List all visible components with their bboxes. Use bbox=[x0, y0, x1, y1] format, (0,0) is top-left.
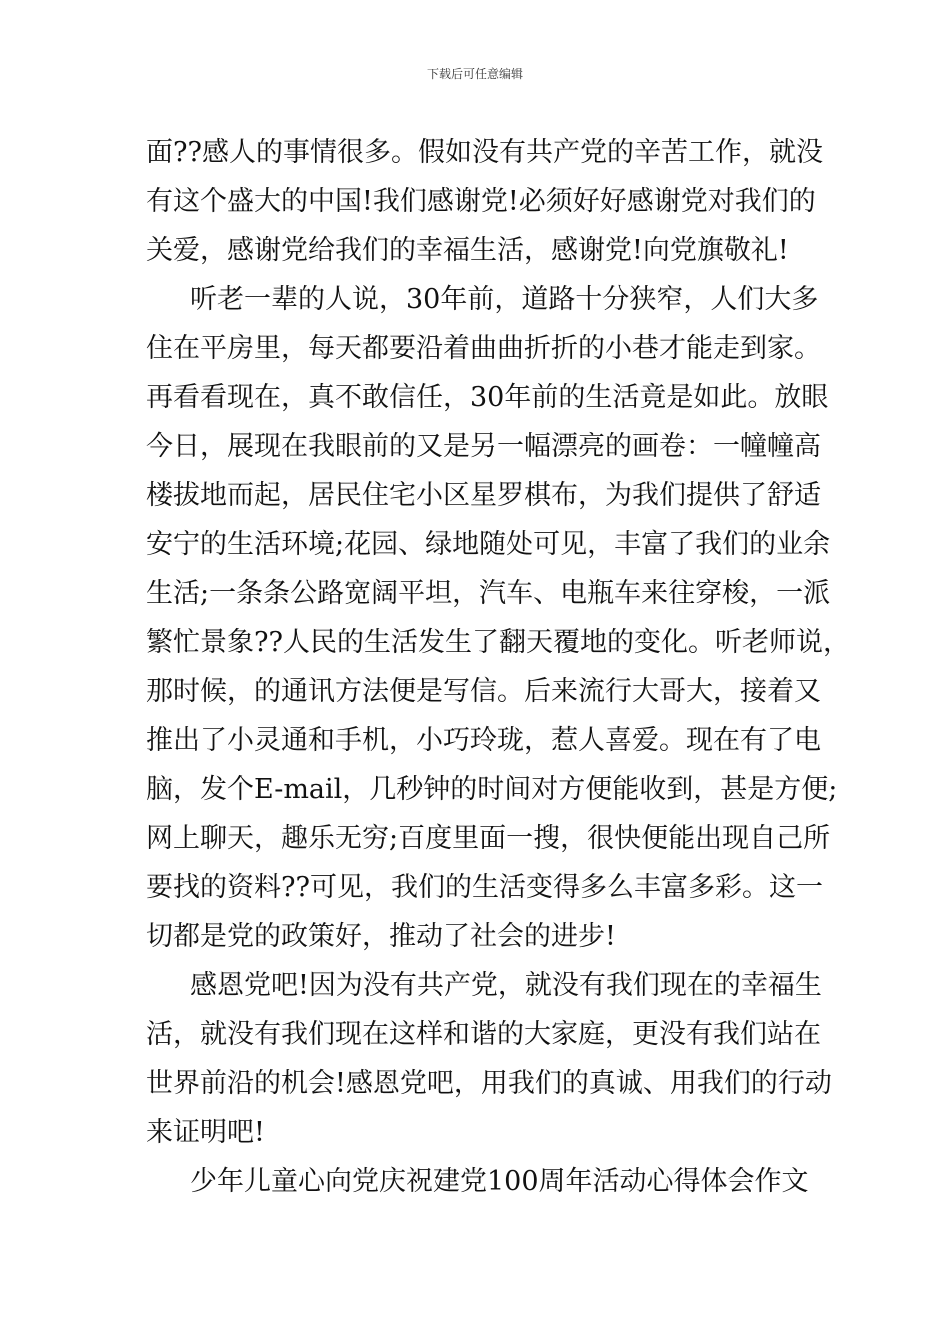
text-line: 有这个盛大的中国!我们感谢党!必须好好感谢党对我们的 bbox=[146, 186, 816, 217]
text-line: 网上聊天，趣乐无穷;百度里面一搜，很快便能出现自己所 bbox=[146, 823, 831, 854]
text-line: 那时候，的通讯方法便是写信。后来流行大哥大，接着又 bbox=[146, 676, 821, 707]
text-line: 安宁的生活环境;花园、绿地随处可见，丰富了我们的业余 bbox=[146, 529, 831, 560]
paragraph-start-line: 听老一辈的人说，30年前，道路十分狭窄，人们大多 bbox=[190, 284, 819, 315]
text-line: 面??感人的事情很多。假如没有共产党的辛苦工作，就没 bbox=[146, 137, 823, 168]
text-line: 要找的资料??可见，我们的生活变得多么丰富多彩。这一 bbox=[146, 872, 823, 903]
text-line: 再看看现在，真不敢信任，30年前的生活竟是如此。放眼 bbox=[146, 382, 829, 413]
text-line: 推出了小灵通和手机，小巧玲珑，惹人喜爱。现在有了电 bbox=[146, 725, 821, 756]
text-line: 来证明吧! bbox=[146, 1117, 265, 1148]
text-line: 今日，展现在我眼前的又是另一幅漂亮的画卷：一幢幢高 bbox=[146, 431, 821, 462]
text-line: 繁忙景象??人民的生活发生了翻天覆地的变化。听老师说， bbox=[146, 627, 850, 658]
text-line: 关爱，感谢党给我们的幸福生活，感谢党!向党旗敬礼! bbox=[146, 235, 789, 266]
text-line: 脑，发个E-mail，几秒钟的时间对方便能收到，甚是方便; bbox=[146, 774, 838, 805]
text-line: 住在平房里，每天都要沿着曲曲折折的小巷才能走到家。 bbox=[146, 333, 821, 364]
essay-title-line: 少年儿童心向党庆祝建党100周年活动心得体会作文 bbox=[190, 1166, 809, 1197]
text-line: 切都是党的政策好，推动了社会的进步! bbox=[146, 921, 616, 952]
text-line: 楼拔地而起，居民住宅小区星罗棋布，为我们提供了舒适 bbox=[146, 480, 821, 511]
text-line: 活，就没有我们现在这样和谐的大家庭，更没有我们站在 bbox=[146, 1019, 821, 1050]
document-body bbox=[146, 128, 850, 1206]
text-line: 世界前沿的机会!感恩党吧，用我们的真诚、用我们的行动 bbox=[146, 1068, 832, 1099]
text-line: 生活;一条条公路宽阔平坦，汽车、电瓶车来往穿梭，一派 bbox=[146, 578, 831, 609]
page-header: 下载后可任意编辑 bbox=[426, 67, 523, 81]
paragraph-start-line: 感恩党吧!因为没有共产党，就没有我们现在的幸福生 bbox=[190, 970, 822, 1001]
